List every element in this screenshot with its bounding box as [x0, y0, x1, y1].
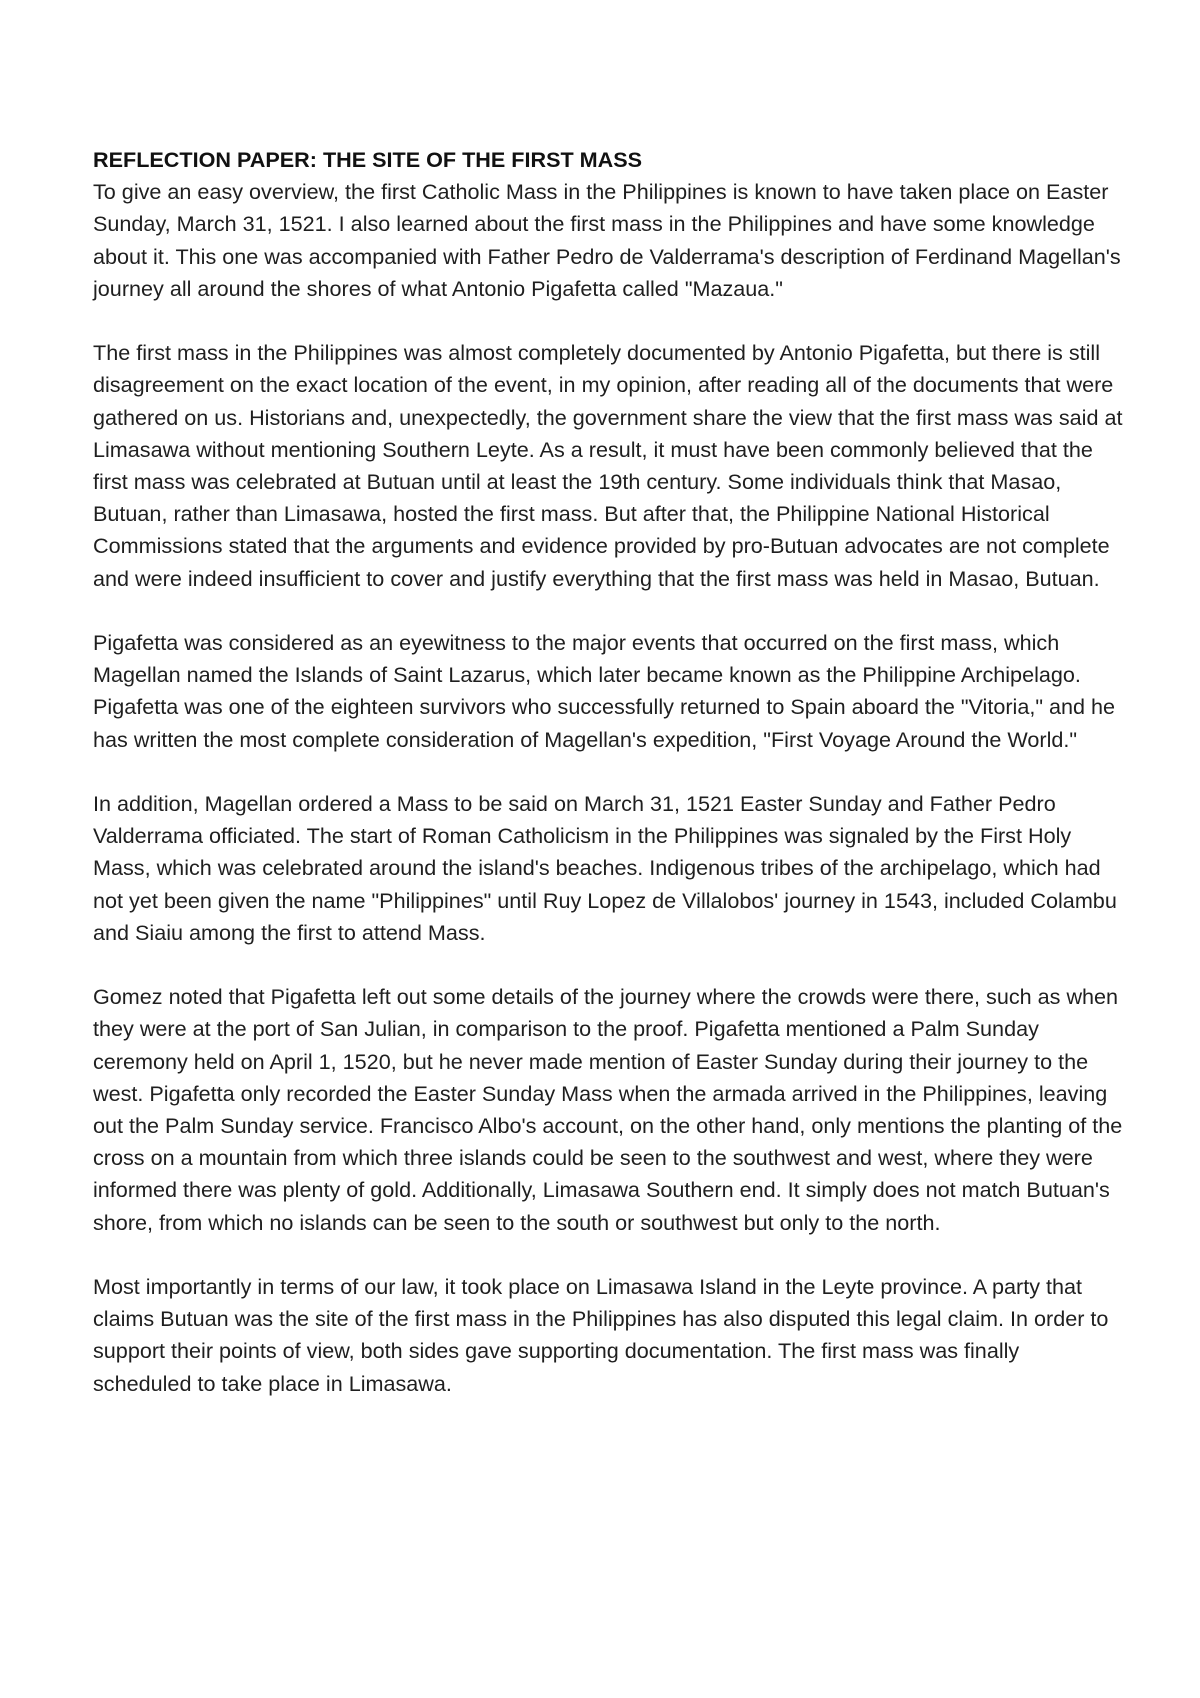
paragraph-gomez-notes: Gomez noted that Pigafetta left out some details of the journey where the crowds were there, such as when they were at the port of San Julian, in comparison to the proof. Pigafetta mentioned a Palm Sunday ceremony held on April 1, 1520, but he never made mention of Easter Sunday during their journey to the west. Pigafetta only recorded the Easter Sunday Mass when the armada arrived in the Philippines, leaving out the Palm Sunday service. Francisco Albo's account, on the other hand, only mentions the planting of the cross on a mountain from which three islands could be seen to the southwest and west, where they were informed there was plenty of gold. Additionally, Limasawa Southern end. It simply does not match Butuan's shore, from which no islands can be seen to the south or southwest but only to the north.: [93, 984, 1123, 1235]
paragraph-overview: To give an easy overview, the first Catholic Mass in the Philippines is known to have taken place on Easter Sunday, March 31, 1521. I also learned about the first mass in the Philippines and have some knowledge about it. This one was accompanied with Father Pedro de Valderrama's description of Ferdinand Magellan's journey all around the shores of what Antonio Pigafetta called "Mazaua.": [93, 179, 1121, 301]
paragraph-pigafetta-eyewitness: Pigafetta was considered as an eyewitness to the major events that occurred on the first mass, which Magellan named the Islands of Saint Lazarus, which later became known as the Philippine Archipelago. Pigafetta was one of the eighteen survivors who successfully returned to Spain aboard the "Vitoria," and he has written the most complete consideration of Magellan's expedition, "First Voyage Around the World.": [93, 630, 1116, 752]
paragraph-easter-mass: In addition, Magellan ordered a Mass to be said on March 31, 1521 Easter Sunday and Father Pedro Valderrama officiated. The start of Roman Catholicism in the Philippines was signaled by the First Holy Mass, which was celebrated around the island's beaches. Indigenous tribes of the archipelago, which had not yet been given the name "Philippines" until Ruy Lopez de Villalobos' journey in 1543, included Colambu and Siaiu among the first to attend Mass.: [93, 791, 1117, 945]
document-title: REFLECTION PAPER: THE SITE OF THE FIRST MASS: [93, 147, 643, 172]
document-page: [93, 144, 1123, 1432]
paragraph-conclusion: Most importantly in terms of our law, it took place on Limasawa Island in the Leyte province. A party that claims Butuan was the site of the first mass in the Philippines has also disputed this legal claim. In order to support their points of view, both sides gave supporting documentation. The first mass was finally scheduled to take place in Limasawa.: [93, 1274, 1109, 1396]
paragraph-location-dispute: The first mass in the Philippines was almost completely documented by Antonio Pigafetta, but there is still disagreement on the exact location of the event, in my opinion, after reading all of the documents that were gathered on us. Historians and, unexpectedly, the government share the view that the first mass was said at Limasawa without mentioning Southern Leyte. As a result, it must have been commonly believed that the first mass was celebrated at Butuan until at least the 19th century. Some individuals think that Masao, Butuan, rather than Limasawa, hosted the first mass. But after that, the Philippine National Historical Commissions stated that the arguments and evidence provided by pro-Butuan advocates are not complete and were indeed insufficient to cover and justify everything that the first mass was held in Masao, Butuan.: [93, 340, 1123, 591]
